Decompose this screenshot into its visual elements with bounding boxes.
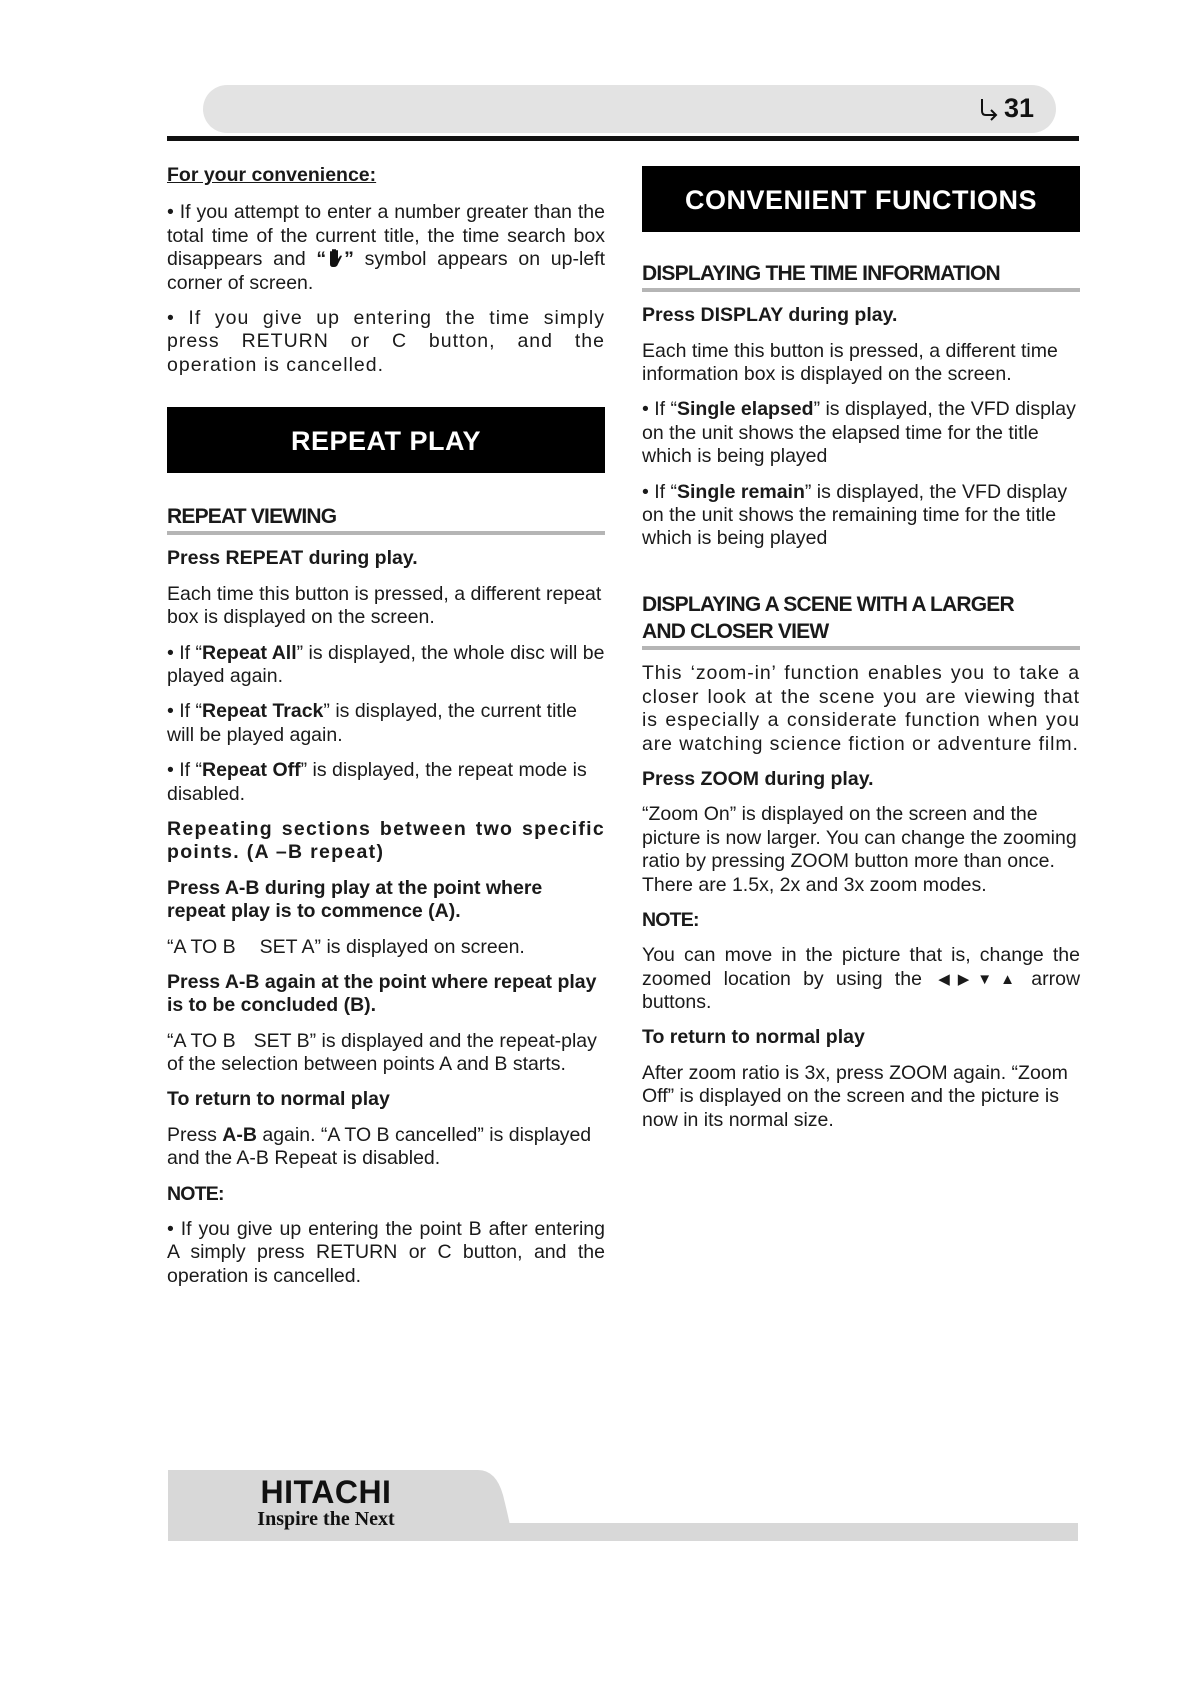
convenience-paragraph-1: • If you attempt to enter a number greater than the total time of the current title, the time search box disappears and “ ” symbol appears on up-left corner of screen. <box>167 201 605 294</box>
zoom-heading: DISPLAYING A SCENE WITH A LARGER AND CLOSER VIEW <box>642 591 1080 651</box>
left-column <box>167 160 605 1300</box>
left-arrow-icon: ◀ <box>938 970 950 988</box>
repeat-track-item: • If “Repeat Track” is displayed, the current title will be played again. <box>167 700 578 746</box>
press-display-instruction: Press DISPLAY during play. <box>642 304 898 327</box>
press-repeat-instruction: Press REPEAT during play. <box>167 547 418 570</box>
repeat-off-item: • If “Repeat Off” is displayed, the repeat mode is disabled. <box>167 759 587 805</box>
right-arrow-icon: ▶ <box>957 970 970 988</box>
convenience-title: For your convenience: <box>167 164 377 186</box>
page-number-text: 31 <box>1003 93 1034 123</box>
press-ab-instruction: Press A-B during play at the point where repeat play is to commence (A). <box>167 876 543 923</box>
repeat-each-time-text: Each time this button is pressed, a different repeat box is displayed on the screen. <box>167 582 602 629</box>
convenient-functions-banner: CONVENIENT FUNCTIONS <box>642 166 1080 232</box>
zoom-note-heading: NOTE: <box>642 908 699 931</box>
down-arrow-icon: ▼ <box>977 970 993 988</box>
zoom-return-heading: To return to normal play <box>642 1026 865 1049</box>
press-zoom-instruction: Press ZOOM during play. <box>642 767 874 790</box>
hand-stop-icon <box>327 248 343 268</box>
display-each-time-text: Each time this button is pressed, a different time information box is displayed on the screen. <box>642 339 1058 386</box>
press-ab-again-instruction: Press A-B again at the point where repeat play is to be concluded (B). <box>167 970 597 1017</box>
convenience-paragraph-2: • If you give up entering the time simply press RETURN or C button, and the operation is cancelled. <box>167 306 605 376</box>
zoom-move-text: You can move in the picture that is, change the zoomed location by using the ◀ ▶ ▼ ▲ arrow buttons. <box>642 944 1081 1014</box>
note-heading: NOTE: <box>167 1182 224 1205</box>
time-info-heading: DISPLAYING THE TIME INFORMATION <box>642 260 1080 292</box>
repeat-play-banner: REPEAT PLAY <box>167 407 605 473</box>
zoom-intro-text: This ‘zoom-in’ function enables you to take a closer look at the scene you are viewing that is especially a considerate function when you are watching science fiction or adventure film. <box>642 662 1080 755</box>
single-elapsed-item: • If “Single elapsed” is displayed, the VFD display on the unit shows the elapsed time for the title which is being played <box>642 398 1076 468</box>
note-text: • If you give up entering the point B after entering A simply press RETURN or C button, and the operation is cancelled. <box>167 1218 605 1287</box>
up-arrow-icon: ▲ <box>1000 970 1015 988</box>
header-rule <box>167 136 1079 141</box>
right-column <box>642 160 1080 1144</box>
return-normal-text: Press A-B again. “A TO B cancelled” is displayed and the A-B Repeat is disabled. <box>167 1123 592 1170</box>
pointer-arrow-icon <box>978 97 1000 121</box>
return-normal-heading: To return to normal play <box>167 1088 390 1111</box>
zoom-on-text: “Zoom On” is displayed on the screen and the picture is now larger. You can change the zooming ratio by pressing ZOOM button more than once. There are 1.5x, 2x and 3x zoom modes. <box>642 803 1077 896</box>
single-remain-item: • If “Single remain” is displayed, the VFD display on the unit shows the remaining time for the title which is being played <box>642 480 1068 550</box>
atob-set-a-text: “A TO B SET A” is displayed on screen. <box>167 935 525 958</box>
repeat-viewing-heading: REPEAT VIEWING <box>167 503 605 535</box>
page-number <box>978 93 1034 124</box>
repeat-all-item: • If “Repeat All” is displayed, the whole disc will be played again. <box>167 641 605 687</box>
brand-name: HITACHI <box>260 1474 392 1510</box>
header-bar <box>203 85 1056 133</box>
zoom-return-text: After zoom ratio is 3x, press ZOOM again. “Zoom Off” is displayed on the screen and the picture is now in its normal size. <box>642 1061 1068 1131</box>
hitachi-logo <box>246 1476 406 1530</box>
brand-tagline: Inspire the Next <box>257 1508 395 1530</box>
atob-set-b-text: “A TO B SET B” is displayed and the repeat-play of the selection between points A and B starts. <box>167 1029 597 1076</box>
ab-repeat-heading: Repeating sections between two specific points. (A –B repeat) <box>167 817 605 864</box>
